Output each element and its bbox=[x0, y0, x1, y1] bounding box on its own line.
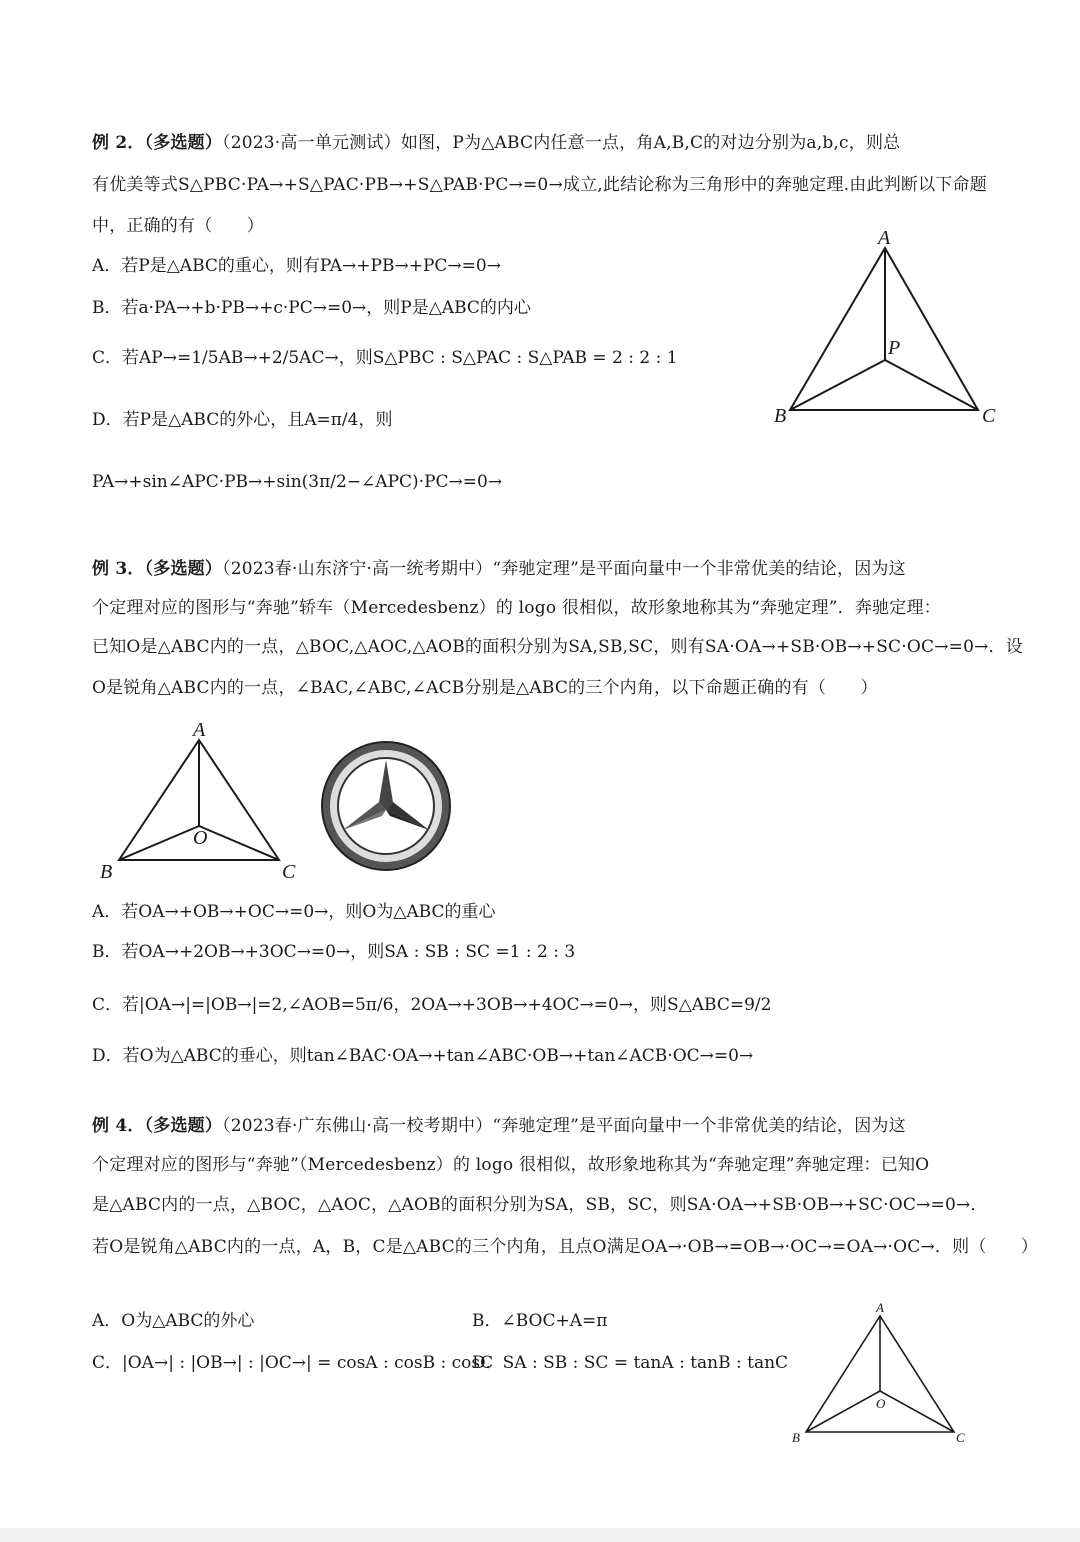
ex3-label-c: C bbox=[282, 861, 296, 883]
ex4-label-c: C bbox=[956, 1430, 965, 1445]
ex3-option-d: D．若O为△ABC的垂心，则tan∠BAC·OA→+tan∠ABC·OB→+tan∠ACB·OC→=0→ bbox=[92, 1046, 754, 1066]
ex2-option-b: B．若a·PA→+b·PB→+c·PC→=0→，则P是△ABC的内心 bbox=[92, 298, 531, 318]
ex3-label-a: A bbox=[193, 719, 206, 741]
ex2-option-a: A．若P是△ABC的重心，则有PA→+PB→+PC→=0→ bbox=[92, 256, 501, 276]
ex2-option-d-formula: PA→+sin∠APC·PB→+sin(3π/2−∠APC)·PC→=0→ bbox=[92, 472, 503, 492]
ex2-line2: 有优美等式S△PBC·PA→+S△PAC·PB→+S△PAB·PC→=0→成立,此结论称为三角形中的奔驰定理.由此判断以下命题 bbox=[92, 175, 987, 195]
ex3-label-b: B bbox=[100, 861, 113, 883]
ex3-label-o: O bbox=[193, 827, 208, 849]
ex2-label-a: A bbox=[878, 228, 891, 249]
ex3-line1-text: （2023春·山东济宁·高一统考期中）“奔驰定理”是平面向量中一个非常优美的结论，因为这 bbox=[222, 559, 906, 579]
mercedes-logo-image bbox=[318, 738, 454, 874]
ex2-triangle-figure bbox=[768, 228, 1008, 428]
ex2-title: 例 2．（多选题） bbox=[92, 133, 223, 153]
ex2-line1 bbox=[92, 131, 900, 155]
ex4-label-b: B bbox=[792, 1430, 800, 1445]
page-bottom-bar bbox=[0, 1528, 1080, 1542]
ex4-option-d: D．SA : SB : SC = tanA : tanB : tanC bbox=[472, 1353, 789, 1373]
ex4-title: 例 4．（多选题） bbox=[92, 1116, 223, 1136]
ex3-triangle-figure bbox=[92, 718, 312, 888]
ex2-label-b: B bbox=[774, 405, 787, 427]
ex4-line3: 是△ABC内的一点，△BOC，△AOC，△AOB的面积分别为SA，SB，SC，则SA·OA→+SB·OB→+SC·OC→=0→． bbox=[92, 1195, 988, 1215]
ex3-line2: 个定理对应的图形与“奔驰”轿车（Mercedesbenz）的 logo 很相似，故形象地称其为“奔驰定理”．奔驰定理： bbox=[92, 598, 941, 618]
ex2-option-d: D．若P是△ABC的外心，且A=π/4，则 bbox=[92, 410, 393, 430]
ex2-option-c: C．若AP→=1/5AB→+2/5AC→，则S△PBC : S△PAC : S△PAB = 2 : 2 : 1 bbox=[92, 348, 678, 368]
ex4-label-o: O bbox=[876, 1396, 886, 1411]
ex4-option-a: A．O为△ABC的外心 bbox=[92, 1311, 255, 1331]
ex3-option-c: C．若|OA→|=|OB→|=2,∠AOB=5π/6，2OA→+3OB→+4OC→=0→，则S△ABC=9/2 bbox=[92, 995, 772, 1015]
ex3-line1 bbox=[92, 557, 906, 581]
ex3-line4: O是锐角△ABC内的一点，∠BAC,∠ABC,∠ACB分别是△ABC的三个内角，以下命题正确的有（ ） bbox=[92, 678, 878, 698]
ex2-label-p: P bbox=[888, 337, 901, 359]
ex4-option-b: B．∠BOC+A=π bbox=[472, 1311, 608, 1331]
ex4-line4: 若O是锐角△ABC内的一点，A，B，C是△ABC的三个内角，且点O满足OA→·OB→=OB→·OC→=OA→·OC→．则（ ） bbox=[92, 1237, 1039, 1257]
ex3-title: 例 3．（多选题） bbox=[92, 559, 223, 579]
ex2-line1-text: （2023·高一单元测试）如图，P为△ABC内任意一点，角A,B,C的对边分别为a,b,c，则总 bbox=[222, 133, 901, 153]
ex4-line1-text: （2023春·广东佛山·高一校考期中）“奔驰定理”是平面向量中一个非常优美的结论，因为这 bbox=[222, 1116, 906, 1136]
ex3-option-a: A．若OA→+OB→+OC→=0→，则O为△ABC的重心 bbox=[92, 902, 496, 922]
ex4-option-c: C．|OA→| : |OB→| : |OC→| = cosA : cosB : cosC bbox=[92, 1353, 494, 1373]
ex4-line2: 个定理对应的图形与“奔驰”（Mercedesbenz）的 logo 很相似，故形象地称其为“奔驰定理”奔驰定理：已知O bbox=[92, 1155, 930, 1175]
ex4-line1 bbox=[92, 1114, 906, 1138]
ex3-option-b: B．若OA→+2OB→+3OC→=0→，则SA : SB : SC =1 : 2 : 3 bbox=[92, 942, 576, 962]
ex4-label-a: A bbox=[876, 1300, 884, 1315]
ex4-triangle-figure bbox=[790, 1298, 980, 1448]
ex2-label-c: C bbox=[982, 405, 996, 427]
ex2-line3: 中，正确的有（ ） bbox=[92, 216, 264, 236]
ex3-line3: 已知O是△ABC内的一点，△BOC,△AOC,△AOB的面积分别为SA,SB,SC，则有SA·OA→+SB·OB→+SC·OC→=0→．设 bbox=[92, 637, 1023, 657]
